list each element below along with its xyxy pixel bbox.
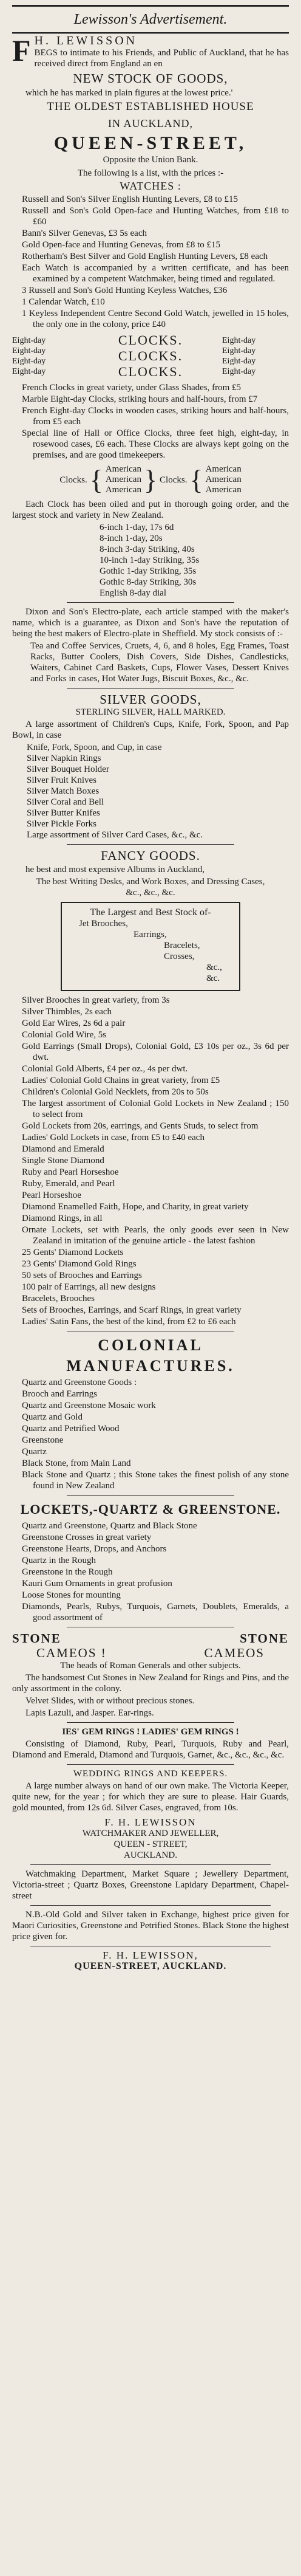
locket-item: Loose Stones for mounting <box>22 1590 121 1600</box>
cameos-subtitle: The heads of Roman Generals and other subjects. <box>60 1661 241 1671</box>
nb-paragraph: N.B.-Old Gold and Silver taken in Exchange, highest price given for Maori Curiosities, Greenstone and Petrified Stones. Black Stone the highest price given for. <box>12 1910 289 1942</box>
jet-stock-box <box>61 902 240 991</box>
fancy-subtitle: The best Writing Desks, and Work Boxes, and Dressing Cases, &c., &c., &c. <box>36 877 265 898</box>
jewellery-item: Diamond and Emerald <box>22 1144 104 1154</box>
watch-item: 1 Calendar Watch, £10 <box>22 297 105 307</box>
jewellery-item: Ladies' Gold Lockets in case, from £5 to £40 each <box>22 1133 205 1142</box>
american-label: American <box>105 485 141 495</box>
divider <box>67 1764 234 1765</box>
jewellery-item: 50 sets of Brooches and Earrings <box>22 1271 142 1280</box>
locket-item: Greenstone Crosses in great variety <box>22 1533 152 1542</box>
watch-item: Rotherham's Best Silver and Gold English Hunting Levers, £8 each <box>22 252 268 261</box>
gem-rings-paragraph: Consisting of Diamond, Ruby, Pearl, Turquois, Ruby and Pearl, Diamond and Emerald, Diamond and Turquois, Garnet, &c., &c., &c., &c. <box>12 1739 289 1760</box>
american-label: American <box>205 485 242 495</box>
silver-item: Silver Napkin Rings <box>27 754 101 763</box>
box-line-3: Earrings, <box>134 930 167 939</box>
jewellery-item: Gold Lockets from 20s, earrings, and Gents Studs, to select from <box>22 1121 259 1131</box>
stone-right: STONE <box>240 1631 289 1646</box>
clock-price-item: Gothic 1-day Striking, 35s <box>100 566 197 576</box>
watches-list <box>12 194 289 330</box>
american-left-label: Clocks. <box>59 475 87 485</box>
silver-item: Silver Butter Knifes <box>27 808 100 818</box>
jewellery-item: Diamond Rings, in all <box>22 1214 103 1223</box>
intro-paragraph <box>12 35 289 69</box>
dixon-paragraph: Dixon and Son's Electro-plate, each article stamped with the maker's name, which is a guarantee, as Dixon and Son's have the reputation of being the best makers of Electro-plate in Sheffield. My stock consists of :- <box>12 607 289 639</box>
list-intro: The following is a list, with the prices :- <box>77 168 224 178</box>
clock-item: Special line of Hall or Office Clocks, three feet high, eight-day, in rosewood cases, £6 each. These Clocks are always kept going on the premises, and are good timekeepers. <box>22 428 289 460</box>
footer-trade: WATCHMAKER AND JEWELLER, <box>82 1829 219 1838</box>
jewellery-item: Children's Colonial Gold Necklets, from 20s to 50s <box>22 1087 209 1097</box>
advertisement-column <box>12 35 289 1972</box>
silver-intro: A large assortment of Children's Cups, Knife, Fork, Spoon, and Pap Bowl, in case <box>12 720 289 740</box>
watch-item: Each Watch is accompanied by a written certificate, and has been examined by a competent Watchmaker, being timed and regulated. <box>22 263 289 284</box>
divider <box>67 844 234 845</box>
jewellery-item: Ladies' Colonial Gold Chains in great variety, from £5 <box>22 1076 220 1085</box>
colonial-item: Quartz <box>22 1447 47 1457</box>
box-line-5: Crosses, <box>164 952 195 961</box>
jewellery-item: Bracelets, Brooches <box>22 1294 95 1303</box>
stone-row <box>12 1631 289 1646</box>
eight-day-label: Eight-day <box>222 367 256 376</box>
jewellery-item: The largest assortment of Colonial Gold Lockets in New Zealand ; 150 to select from <box>22 1099 289 1119</box>
jewellery-list <box>12 995 289 1327</box>
american-label: American <box>105 475 141 484</box>
left-brace-icon: { <box>89 464 103 495</box>
clocks-list <box>12 382 289 461</box>
left-brace-icon: { <box>189 464 203 495</box>
jewellery-item: Ruby and Pearl Horseshoe <box>22 1167 119 1177</box>
locket-item: Greenstone Hearts, Drops, and Anchors <box>22 1544 167 1554</box>
eight-day-label: Eight-day <box>222 346 256 355</box>
jewellery-item: Ornate Lockets, set with Pearls, the only goods ever seen in New Zealand in imitation of the genuine article - the latest fashion <box>22 1225 289 1246</box>
jewellery-item: Ruby, Emerald, and Pearl <box>22 1179 115 1189</box>
new-stock-heading: NEW STOCK OF GOODS, <box>73 71 228 86</box>
jewellery-item: Silver Brooches in great variety, from 3s <box>22 995 170 1005</box>
colonial-item: Quartz and Petrified Wood <box>22 1424 120 1434</box>
clocks-left-column <box>12 335 79 377</box>
final-name: F. H. LEWISSON, <box>103 1949 198 1961</box>
intro-name: H. LEWISSON <box>34 34 138 47</box>
lockets-list <box>12 1520 289 1623</box>
colonial-item: Black Stone and Quartz ; this Stone takes the finest polish of any stone found in New Zealand <box>22 1470 289 1491</box>
jewellery-item: 100 pair of Earrings, all new designs <box>22 1282 156 1292</box>
silver-item: Silver Match Boxes <box>27 786 100 796</box>
locket-item: Quartz and Greenstone, Quartz and Black Stone <box>22 1521 197 1531</box>
eight-day-label: Eight-day <box>222 357 256 366</box>
eight-day-label: Eight-day <box>12 336 46 345</box>
jewellery-item: Diamond Enamelled Faith, Hope, and Charity, in great variety <box>22 1202 249 1212</box>
dixon-items: Tea and Coffee Services, Cruets, 4, 6, and 8 holes, Egg Frames, Toast Racks, Butter Coolers, Dish Covers, Side Dishes, Candlesticks, Waiters, Cabinet Card Baskets, Cups, Flower Vases, Dessert Knives and Forks in cases, Hot Water Jugs, Biscuit Boxes, &c., &c. <box>30 641 289 684</box>
gem-rings-heading: IES' GEM RINGS ! LADIES' GEM RINGS ! <box>62 1727 239 1737</box>
colonial-item: Greenstone <box>22 1435 64 1445</box>
page-header: Lewisson's Advertisement. <box>12 5 289 34</box>
opposite-line: Opposite the Union Bank. <box>103 155 198 165</box>
silver-item: Silver Fruit Knives <box>27 775 96 785</box>
divider <box>30 1905 271 1906</box>
jewellery-item: Colonial Gold Wire, 5s <box>22 1030 107 1040</box>
divider <box>67 688 234 689</box>
watch-item: Russell and Son's Gold Open-face and Hunting Watches, from £18 to £60 <box>22 206 289 227</box>
watch-item: 3 Russell and Son's Gold Hunting Keyless Watches, £36 <box>22 286 228 295</box>
clocks-right-column <box>222 335 289 377</box>
drop-cap: F <box>12 33 31 67</box>
oldest-house-heading: THE OLDEST ESTABLISHED HOUSE <box>47 100 254 113</box>
colonial-item: Black Stone, from Main Land <box>22 1458 131 1468</box>
american-rows <box>106 464 141 495</box>
watchmaking-paragraph: Watchmaking Department, Market Square ; Jewellery Department, Victoria-street ; Quartz Boxes, Greenstone Lapidary Department, Chapel-street <box>12 1869 289 1901</box>
clocks-label: CLOCKS. <box>118 332 183 348</box>
locket-item: Kauri Gum Ornaments in great profusion <box>22 1579 172 1589</box>
box-line-4: Bracelets, <box>164 941 200 950</box>
locket-item: Greenstone in the Rough <box>22 1567 113 1577</box>
footer-city: AUCKLAND. <box>124 1850 177 1860</box>
watch-item: Russell and Son's Silver English Hunting Levers, £8 to £15 <box>22 194 238 204</box>
box-line-6: &c., &c. <box>206 963 222 983</box>
american-mid-label: Clocks. <box>160 475 188 485</box>
fancy-intro: he best and most expensive Albums in Auckland, <box>25 865 205 874</box>
final-address: QUEEN-STREET, AUCKLAND. <box>74 1961 227 1971</box>
new-stock-subtitle: which he has marked in plain figures at the lowest price.' <box>25 88 233 98</box>
stone-left: STONE <box>12 1631 61 1646</box>
box-line-2: Jet Brooches, <box>79 919 128 929</box>
clock-price-item: 8-inch 1-day, 20s <box>100 534 163 543</box>
colonial-item: Brooch and Earrings <box>22 1389 98 1399</box>
colonial-list <box>12 1377 289 1491</box>
velvet-slides: Velvet Slides, with or without precious stones. <box>25 1696 195 1706</box>
jewellery-item: Silver Thimbles, 2s each <box>22 1007 112 1017</box>
clock-price-item: 8-inch 3-day Striking, 40s <box>100 544 195 554</box>
clock-item: French Clocks in great variety, under Glass Shades, from £5 <box>22 383 242 393</box>
street-heading: QUEEN-STREET, <box>53 133 248 153</box>
american-label: American <box>205 475 242 484</box>
eight-day-label: Eight-day <box>222 336 256 345</box>
footer-name: F. H. LEWISSON <box>104 1816 197 1828</box>
jewellery-item: Gold Earrings (Small Drops), Colonial Gold, £3 10s per oz., 3s 6d per dwt. <box>22 1042 289 1062</box>
american-right-rows <box>206 464 242 495</box>
jewellery-item: Gold Ear Wires, 2s 6d a pair <box>22 1018 126 1028</box>
clock-item: Marble Eight-day Clocks, striking hours and half-hours, from £7 <box>22 394 258 404</box>
jewellery-item: Colonial Gold Alberts, £4 per oz., 4s per dwt. <box>22 1064 188 1074</box>
lockets-heading: LOCKETS,-QUARTZ & GREENSTONE. <box>20 1502 281 1517</box>
clock-price-item: English 8-day dial <box>100 588 166 598</box>
american-label: American <box>205 464 242 474</box>
jewellery-item: Ladies' Satin Fans, the best of the kind, from £2 to £6 each <box>22 1317 236 1327</box>
divider <box>67 1495 234 1496</box>
box-line-1: The Largest and Best Stock of- <box>90 907 211 918</box>
jewellery-item: 23 Gents' Diamond Gold Rings <box>22 1259 137 1269</box>
american-label: American <box>105 464 141 474</box>
jewellery-item: 25 Gents' Diamond Lockets <box>22 1248 124 1257</box>
colonial-item: Quartz and Greenstone Mosaic work <box>22 1401 156 1410</box>
divider <box>67 1722 234 1723</box>
wedding-heading: WEDDING RINGS AND KEEPERS. <box>73 1769 228 1779</box>
clock-price-item: Gothic 8-day Striking, 30s <box>100 577 197 587</box>
eight-day-label: Eight-day <box>12 357 46 366</box>
watches-heading: WATCHES : <box>120 180 181 192</box>
jewellery-item: Sets of Brooches, Earrings, and Scarf Rings, in great variety <box>22 1305 242 1315</box>
cameos-left: CAMEOS ! <box>36 1646 107 1660</box>
clock-item: French Eight-day Clocks in wooden cases, striking hours and half-hours, from £5 each <box>22 406 289 427</box>
silver-item: Silver Pickle Forks <box>27 819 96 829</box>
locket-item: Quartz in the Rough <box>22 1556 96 1565</box>
silver-list <box>12 742 289 840</box>
watch-item: 1 Keyless Independent Centre Second Gold Watch, jewelled in 15 holes, the only one in the colony, price £40 <box>22 309 289 329</box>
divider <box>67 602 234 603</box>
silver-item: Silver Bouquet Holder <box>27 764 109 774</box>
right-brace-icon: } <box>143 464 158 495</box>
silver-item: Silver Coral and Bell <box>27 797 104 807</box>
silver-item: Large assortment of Silver Card Cases, &c., &c. <box>27 830 203 840</box>
eight-day-label: Eight-day <box>12 346 46 355</box>
locket-item: Diamonds, Pearls, Rubys, Turquois, Garnets, Doublets, Emeralds, a good assortment of <box>22 1602 289 1623</box>
clock-price-item: 10-inch 1-day Striking, 35s <box>100 555 200 565</box>
fancy-heading: FANCY GOODS. <box>101 848 200 863</box>
clocks-label: CLOCKS. <box>118 348 183 363</box>
colonial-item: Quartz and Greenstone Goods : <box>22 1378 137 1387</box>
silver-heading: SILVER GOODS, <box>100 692 201 707</box>
footer-street: QUEEN - STREET, <box>113 1839 188 1849</box>
cameos-paragraph: The handsomest Cut Stones in New Zealand for Rings and Pins, and the only assortment in the colony. <box>12 1673 289 1694</box>
jasper-line: Lapis Lazuli, and Jasper. Ear-rings. <box>25 1708 154 1718</box>
wedding-paragraph: A large number always on hand of our own make. The Victoria Keeper, quite new, for the year ; for which they are sure to please. Hair Guards, gold mounted, from 12s 6d. Silver Cases, engraved, from 10s. <box>12 1781 289 1813</box>
watch-item: Gold Open-face and Hunting Genevas, from £8 to £15 <box>22 240 220 250</box>
colonial-heading: COLONIAL MANUFACTURES. <box>66 1336 235 1375</box>
cameos-right: CAMEOS <box>204 1646 265 1660</box>
clock-price-item: 6-inch 1-day, 17s 6d <box>100 523 174 532</box>
colonial-item: Quartz and Gold <box>22 1412 83 1422</box>
silver-subheading: STERLING SILVER, HALL MARKED. <box>75 707 226 717</box>
eight-day-label: Eight-day <box>12 367 46 376</box>
watch-item: Bann's Silver Genevas, £3 5s each <box>22 228 147 238</box>
jewellery-item: Pearl Horseshoe <box>22 1190 81 1200</box>
american-clocks-banner <box>12 464 289 495</box>
clocks-center-column <box>79 332 222 380</box>
jewellery-item: Single Stone Diamond <box>22 1156 104 1166</box>
cameos-row <box>12 1646 289 1660</box>
in-auckland-heading: IN AUCKLAND, <box>108 117 193 129</box>
silver-item: Knife, Fork, Spoon, and Cup, in case <box>27 743 162 752</box>
intro-text: BEGS to intimate to his Friends, and Public of Auckland, that he has received direct from England an en <box>34 48 289 69</box>
clocks-banner <box>12 332 289 380</box>
clocks-label: CLOCKS. <box>118 364 183 379</box>
divider <box>30 1864 271 1865</box>
american-note: Each Clock has been oiled and put in thorough going order, and the largest stock and variety in New Zealand. <box>12 500 289 520</box>
clock-prices-list <box>12 522 289 599</box>
